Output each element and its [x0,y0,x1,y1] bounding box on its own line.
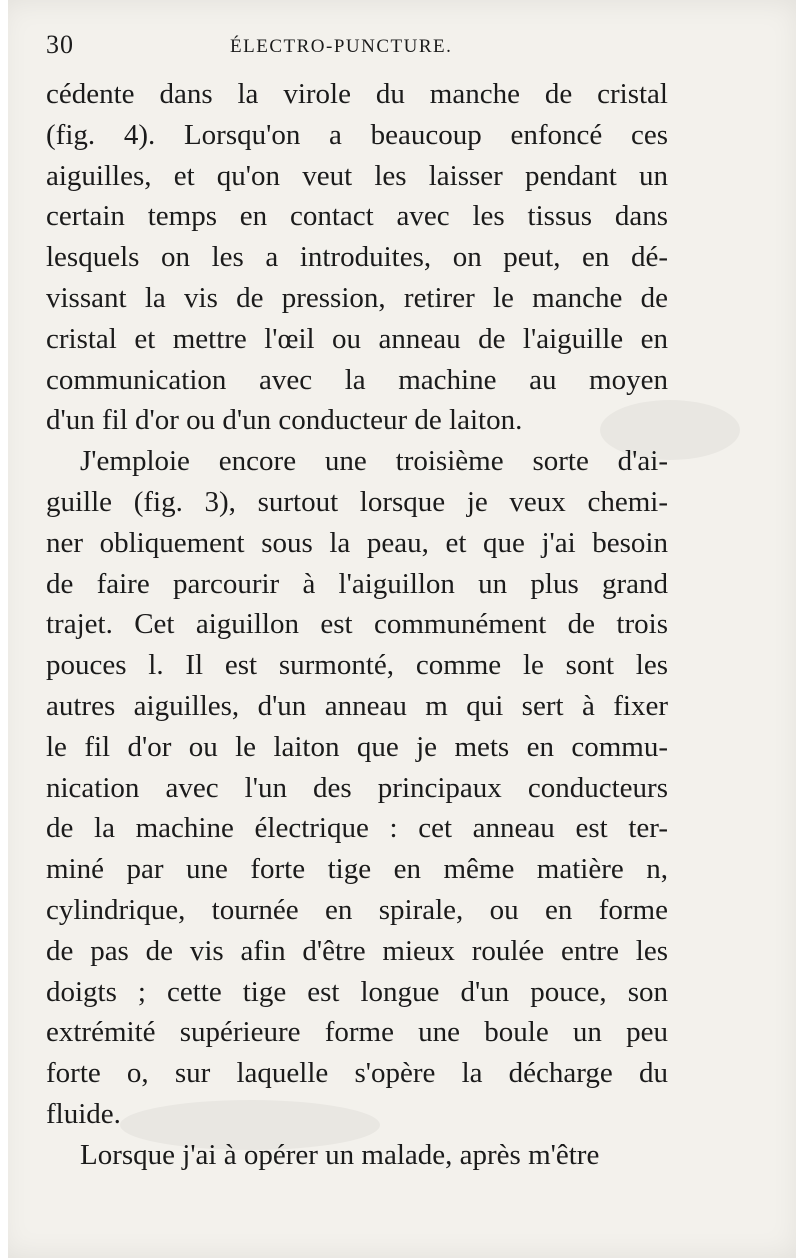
text-line: trajet. Cet aiguillon est communément de trois [46,608,668,641]
text-line: de la machine électrique : cet anneau est ter- [46,812,668,845]
text-line: cristal et mettre l'œil ou anneau de l'aiguille en [46,322,668,355]
text-line: lesquels on les a introduites, on peut, en dé- [46,241,668,274]
text-line: cylindrique, tournée en spirale, ou en forme [46,893,668,926]
text-line: aiguilles, et qu'on veut les laisser pendant un [46,159,668,192]
running-header [46,30,666,66]
text-line: le fil d'or ou le laiton que je mets en commu- [46,730,668,763]
text-line: nication avec l'un des principaux conducteurs [46,771,668,804]
text-line: vissant la vis de pression, retirer le manche de [46,281,668,314]
text-line: d'un fil d'or ou d'un conducteur de laiton. [46,404,523,437]
text-line: cédente dans la virole du manche de cristal [46,78,668,110]
body-text [46,74,668,1176]
text-line: pouces l. Il est surmonté, comme le sont les [46,649,668,682]
text-line: doigts ; cette tige est longue d'un pouce, son [46,975,668,1008]
text-line: forte o, sur laquelle s'opère la décharge du [46,1057,668,1090]
text-line: miné par une forte tige en même matière n, [46,853,668,886]
text-line: ner obliquement sous la peau, et que j'ai besoin [46,526,668,559]
text-line: guille (fig. 3), surtout lorsque je veux chemi- [46,485,668,518]
text-line: extrémité supérieure forme une boule un peu [46,1016,668,1049]
text-line: fluide. [46,1097,121,1130]
text-line: certain temps en contact avec les tissus dans [46,200,668,233]
page-right-margin [796,0,800,1258]
text-line: J'emploie encore une troisième sorte d'ai- [80,445,668,478]
text-line: communication avec la machine au moyen [46,363,668,396]
text-line: Lorsque j'ai à opérer un malade, après m'être [80,1138,600,1171]
page-number: 30 [46,30,74,59]
text-line: (fig. 4). Lorsqu'on a beaucoup enfoncé ces [46,118,668,151]
page-left-margin [0,0,8,1258]
text-line: autres aiguilles, d'un anneau m qui sert à fixer [46,689,668,722]
text-line: de pas de vis afin d'être mieux roulée entre les [46,934,668,967]
text-line: de faire parcourir à l'aiguillon un plus grand [46,567,668,600]
running-title: ÉLECTRO-PUNCTURE. [230,36,453,57]
